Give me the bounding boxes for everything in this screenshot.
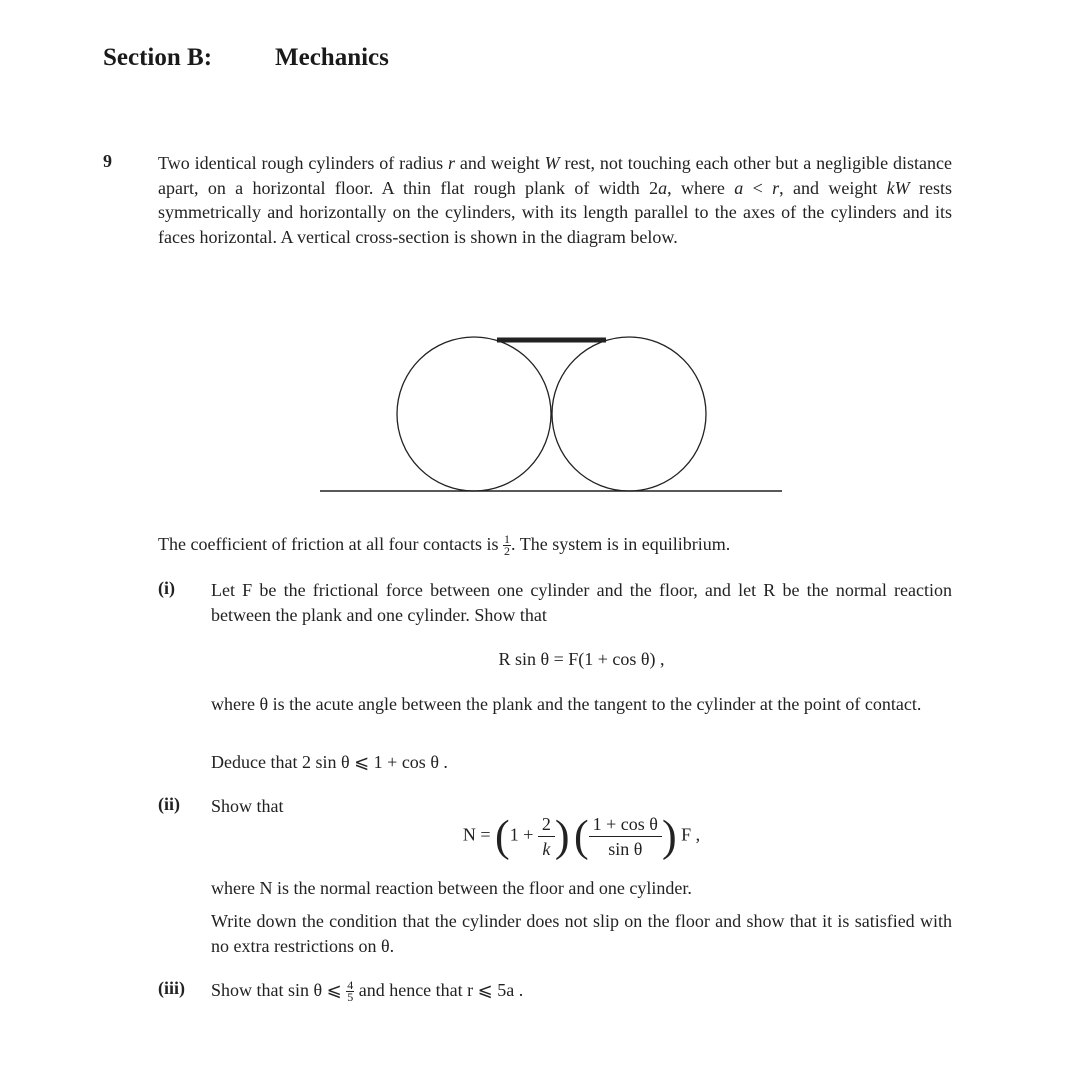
part-ii-equation: N = (1 + $\frac{2}{k}$ ) ( $\frac{\text{1 + cos θ}}{\text{sin θ}}$ ) F ,: [462, 811, 701, 861]
part-i-label: (i): [158, 578, 175, 598]
part-i-where: where θ is the acute angle between the plank and the tangent to the cylinder at the point of contact.: [211, 694, 922, 714]
part-i-deduce: Deduce that 2 sin θ ⩽ 1 + cos θ .: [211, 752, 448, 772]
part-i-text: Let F be the frictional force between one cylinder and the floor, and let R be the normal reaction between the plank and one cylinder. Show that: [211, 580, 952, 625]
four-fifths-fraction: $\frac{4}{5}$: [347, 978, 354, 1005]
part-ii-label: (ii): [158, 794, 180, 814]
question-intro: Two identical rough cylinders of radius r and weight W rest, not touching each other but a negligible distance apart, on a horizontal floor. A thin flat rough plank of width 2a, where a < r, and weight kW rests symmetrically and horizontally on the cylinders, with its length parallel to the axes of the cylinders and its faces horizontal. A vertical cross-section is shown in the diagram below.: [158, 153, 952, 247]
part-ii-condition: Write down the condition that the cylinder does not slip on the floor and show that it is satisfied with no extra restrictions on θ.: [211, 911, 952, 956]
part-iii-label: (iii): [158, 978, 185, 998]
left-cylinder: [397, 337, 551, 491]
right-cylinder: [552, 337, 706, 491]
half-fraction: $\frac{1}{2}$: [504, 532, 511, 559]
friction-statement: The coefficient of friction at all four contacts is $\frac{1}{2}$ . The system is in equilibrium.: [158, 532, 731, 559]
question-number: 9: [103, 151, 112, 171]
part-ii-where: where N is the normal reaction between the floor and one cylinder.: [211, 878, 692, 898]
section-label: Section B:: [103, 44, 213, 71]
part-iii-text: Show that sin θ ⩽ $\frac{4}{5}$ and hence that r ⩽ 5a .: [211, 978, 524, 1005]
part-i-equation: R sin θ = F(1 + cos θ) ,: [498, 649, 665, 669]
part-ii-text: Show that: [211, 796, 284, 816]
section-title: Mechanics: [275, 44, 389, 71]
